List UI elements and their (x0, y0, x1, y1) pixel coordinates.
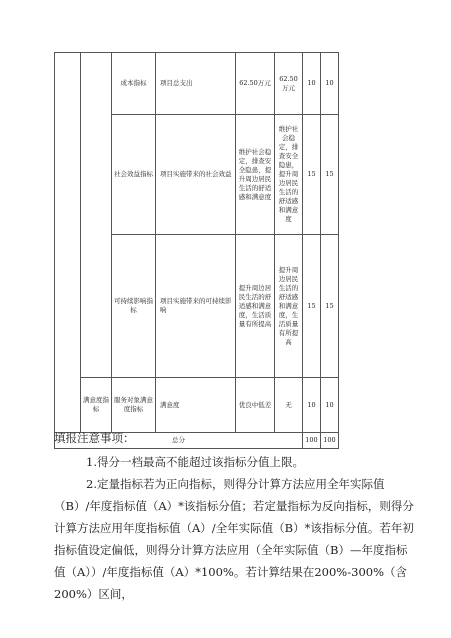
note-item: 1.得分一档最高不能超过该指标分值上限。 (86, 455, 304, 469)
total-label: 总分 (55, 433, 303, 449)
sub-indicator-cell: 项目总支出 (156, 53, 236, 115)
actual-value-cell: 62.50万元 (275, 53, 303, 115)
total-weight: 100 (303, 433, 321, 449)
indicator-cell: 服务对象满意度指标 (112, 378, 156, 433)
target-value-cell: 维护社会稳定，排查安全隐患，提升周边居民生活的舒适感和满意度 (236, 115, 275, 235)
indicator-cell: 成本指标 (112, 53, 156, 115)
performance-table (54, 52, 339, 449)
note-item: 2.定量指标若为正向指标，则得分计算方法应用全年实际值（B）/年度指标值（A）*该指标分值；若定量指标为反向指标，则得分计算方法应用年度指标值（A）/全年实际值（B）*该指标分值。若年初指标值设定偏低，则得分计算方法应用（全年实际值（B）—年度指标值（A））/年度指标值（A）*100%。若计算结果在200%-300%（含200%）区间， (54, 477, 414, 601)
weight-cell: 10 (303, 378, 321, 433)
weight-cell: 15 (303, 115, 321, 235)
target-value-cell: 提升周边居民生活的舒适感和满意度，生活质量有所提高 (236, 235, 275, 378)
sub-indicator-cell: 项目实施带来的可持续影响 (156, 235, 236, 378)
table-row (55, 53, 339, 115)
total-score: 100 (321, 433, 339, 449)
score-cell: 15 (321, 235, 339, 378)
notes-title: 填报注意事项： (54, 431, 135, 445)
weight-cell: 10 (303, 53, 321, 115)
score-cell: 15 (321, 115, 339, 235)
score-cell: 10 (321, 378, 339, 433)
actual-value-cell: 无 (275, 378, 303, 433)
weight-cell: 15 (303, 235, 321, 378)
sub-indicator-cell: 项目实施带来的社会效益 (156, 115, 236, 235)
notes-section (54, 427, 414, 605)
actual-value-cell: 提升周边居民生活的舒适感和满意度，生活质量有所提高 (275, 235, 303, 378)
actual-value-cell: 维护社会稳定，排查安全隐患，提升周边居民生活的舒适感和满意度 (275, 115, 303, 235)
category-cell: 满意度指标 (81, 378, 112, 433)
indicator-cell: 社会效益指标 (112, 115, 156, 235)
empty-cell (81, 53, 112, 378)
indicator-cell: 可持续影响指标 (112, 235, 156, 378)
sub-indicator-cell: 满意度 (156, 378, 236, 433)
target-value-cell: 优良中低差 (236, 378, 275, 433)
target-value-cell: 62.50万元 (236, 53, 275, 115)
empty-cell (55, 53, 81, 433)
table-row (55, 378, 339, 433)
score-cell: 10 (321, 53, 339, 115)
